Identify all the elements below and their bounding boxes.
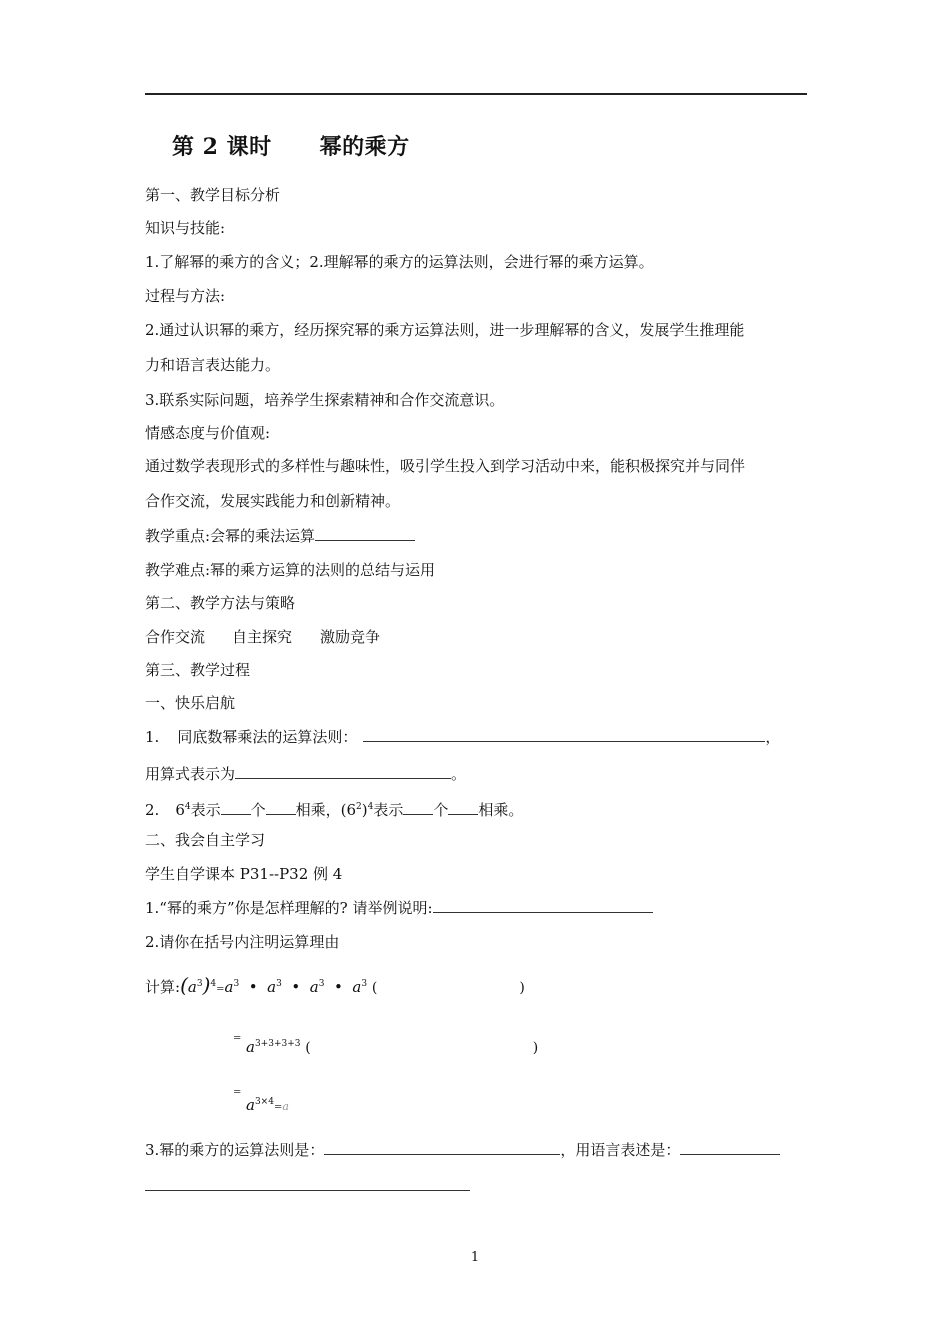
calculation-row-3: = bbox=[233, 1087, 242, 1098]
calculation-row-1: 计算$:(a^3)^4=a^3$ • $a^3$ • $a^3$ • $a^3$ ( ) bbox=[145, 973, 525, 997]
paragraph: 3.联系实际问题，培养学生探索精神和合作交流意识。 bbox=[145, 391, 505, 409]
question-1-formula: 用算式表示为 。 bbox=[145, 765, 467, 783]
question-3-continuation bbox=[145, 1176, 470, 1196]
section-heading-2: 第二、教学方法与策略 bbox=[145, 594, 296, 612]
page-title: 第 2 课时 幂的乘方 bbox=[172, 134, 410, 160]
subheading-attitude: 情感态度与价值观: bbox=[145, 424, 271, 442]
section-heading-1: 第一、教学目标分析 bbox=[145, 186, 281, 204]
key-point: 教学重点:会幂的乘法运算 bbox=[145, 526, 415, 546]
question-understanding: 1.“幂的乘方”你是怎样理解的? 请举例说明: bbox=[145, 898, 653, 918]
calculation-row-3-expr: $a^{3\times 4}=a$ bbox=[246, 1096, 289, 1114]
methods-line: 合作交流 自主探究 激励竞争 bbox=[145, 628, 381, 646]
instruction-line: 2.请你在括号内注明运算理由 bbox=[145, 933, 340, 951]
page-number: 1 bbox=[470, 1250, 480, 1265]
paragraph: 通过数学表现形式的多样性与趣味性，吸引学生投入到学习活动中来，能积极探究并与同伴 bbox=[145, 457, 746, 475]
calculation-row-2: = bbox=[233, 1033, 242, 1044]
paragraph: 2.通过认识幂的乘方，经历探究幂的乘方运算法则，进一步理解幂的含义，发展学生推理能 bbox=[145, 321, 745, 339]
question-1: 1. 同底数幂乘法的运算法则： ， bbox=[145, 728, 781, 746]
section-heading-3: 第三、教学过程 bbox=[145, 661, 251, 679]
calculation-row-2-expr: $a^{3+3+3+3}$ ( ) bbox=[246, 1038, 539, 1056]
difficult-point: 教学难点:幂的乘方运算的法则的总结与运用 bbox=[145, 561, 436, 579]
self-study-line: 学生自学课本 P31--P32 例 4 bbox=[145, 865, 343, 883]
paragraph: 合作交流，发展实践能力和创新精神。 bbox=[145, 492, 401, 510]
header-rule bbox=[145, 93, 807, 95]
subheading-process: 过程与方法: bbox=[145, 287, 226, 305]
paragraph: 力和语言表达能力。 bbox=[145, 356, 281, 374]
paragraph: 1.了解幂的乘方的含义；2.理解幂的乘方的运算法则，会进行幂的乘方运算。 bbox=[145, 253, 654, 271]
subheading-knowledge: 知识与技能: bbox=[145, 219, 226, 237]
question-3: 3.幂的乘方的运算法则是： ，用语言表述是： bbox=[145, 1140, 780, 1160]
question-2: 2. $6^4$表示 个 相乘，$(6^2)^4$表示 个 相乘。 bbox=[145, 801, 524, 819]
subsection-heading-2: 二、我会自主学习 bbox=[145, 831, 266, 849]
subsection-heading-1: 一、快乐启航 bbox=[145, 694, 236, 712]
